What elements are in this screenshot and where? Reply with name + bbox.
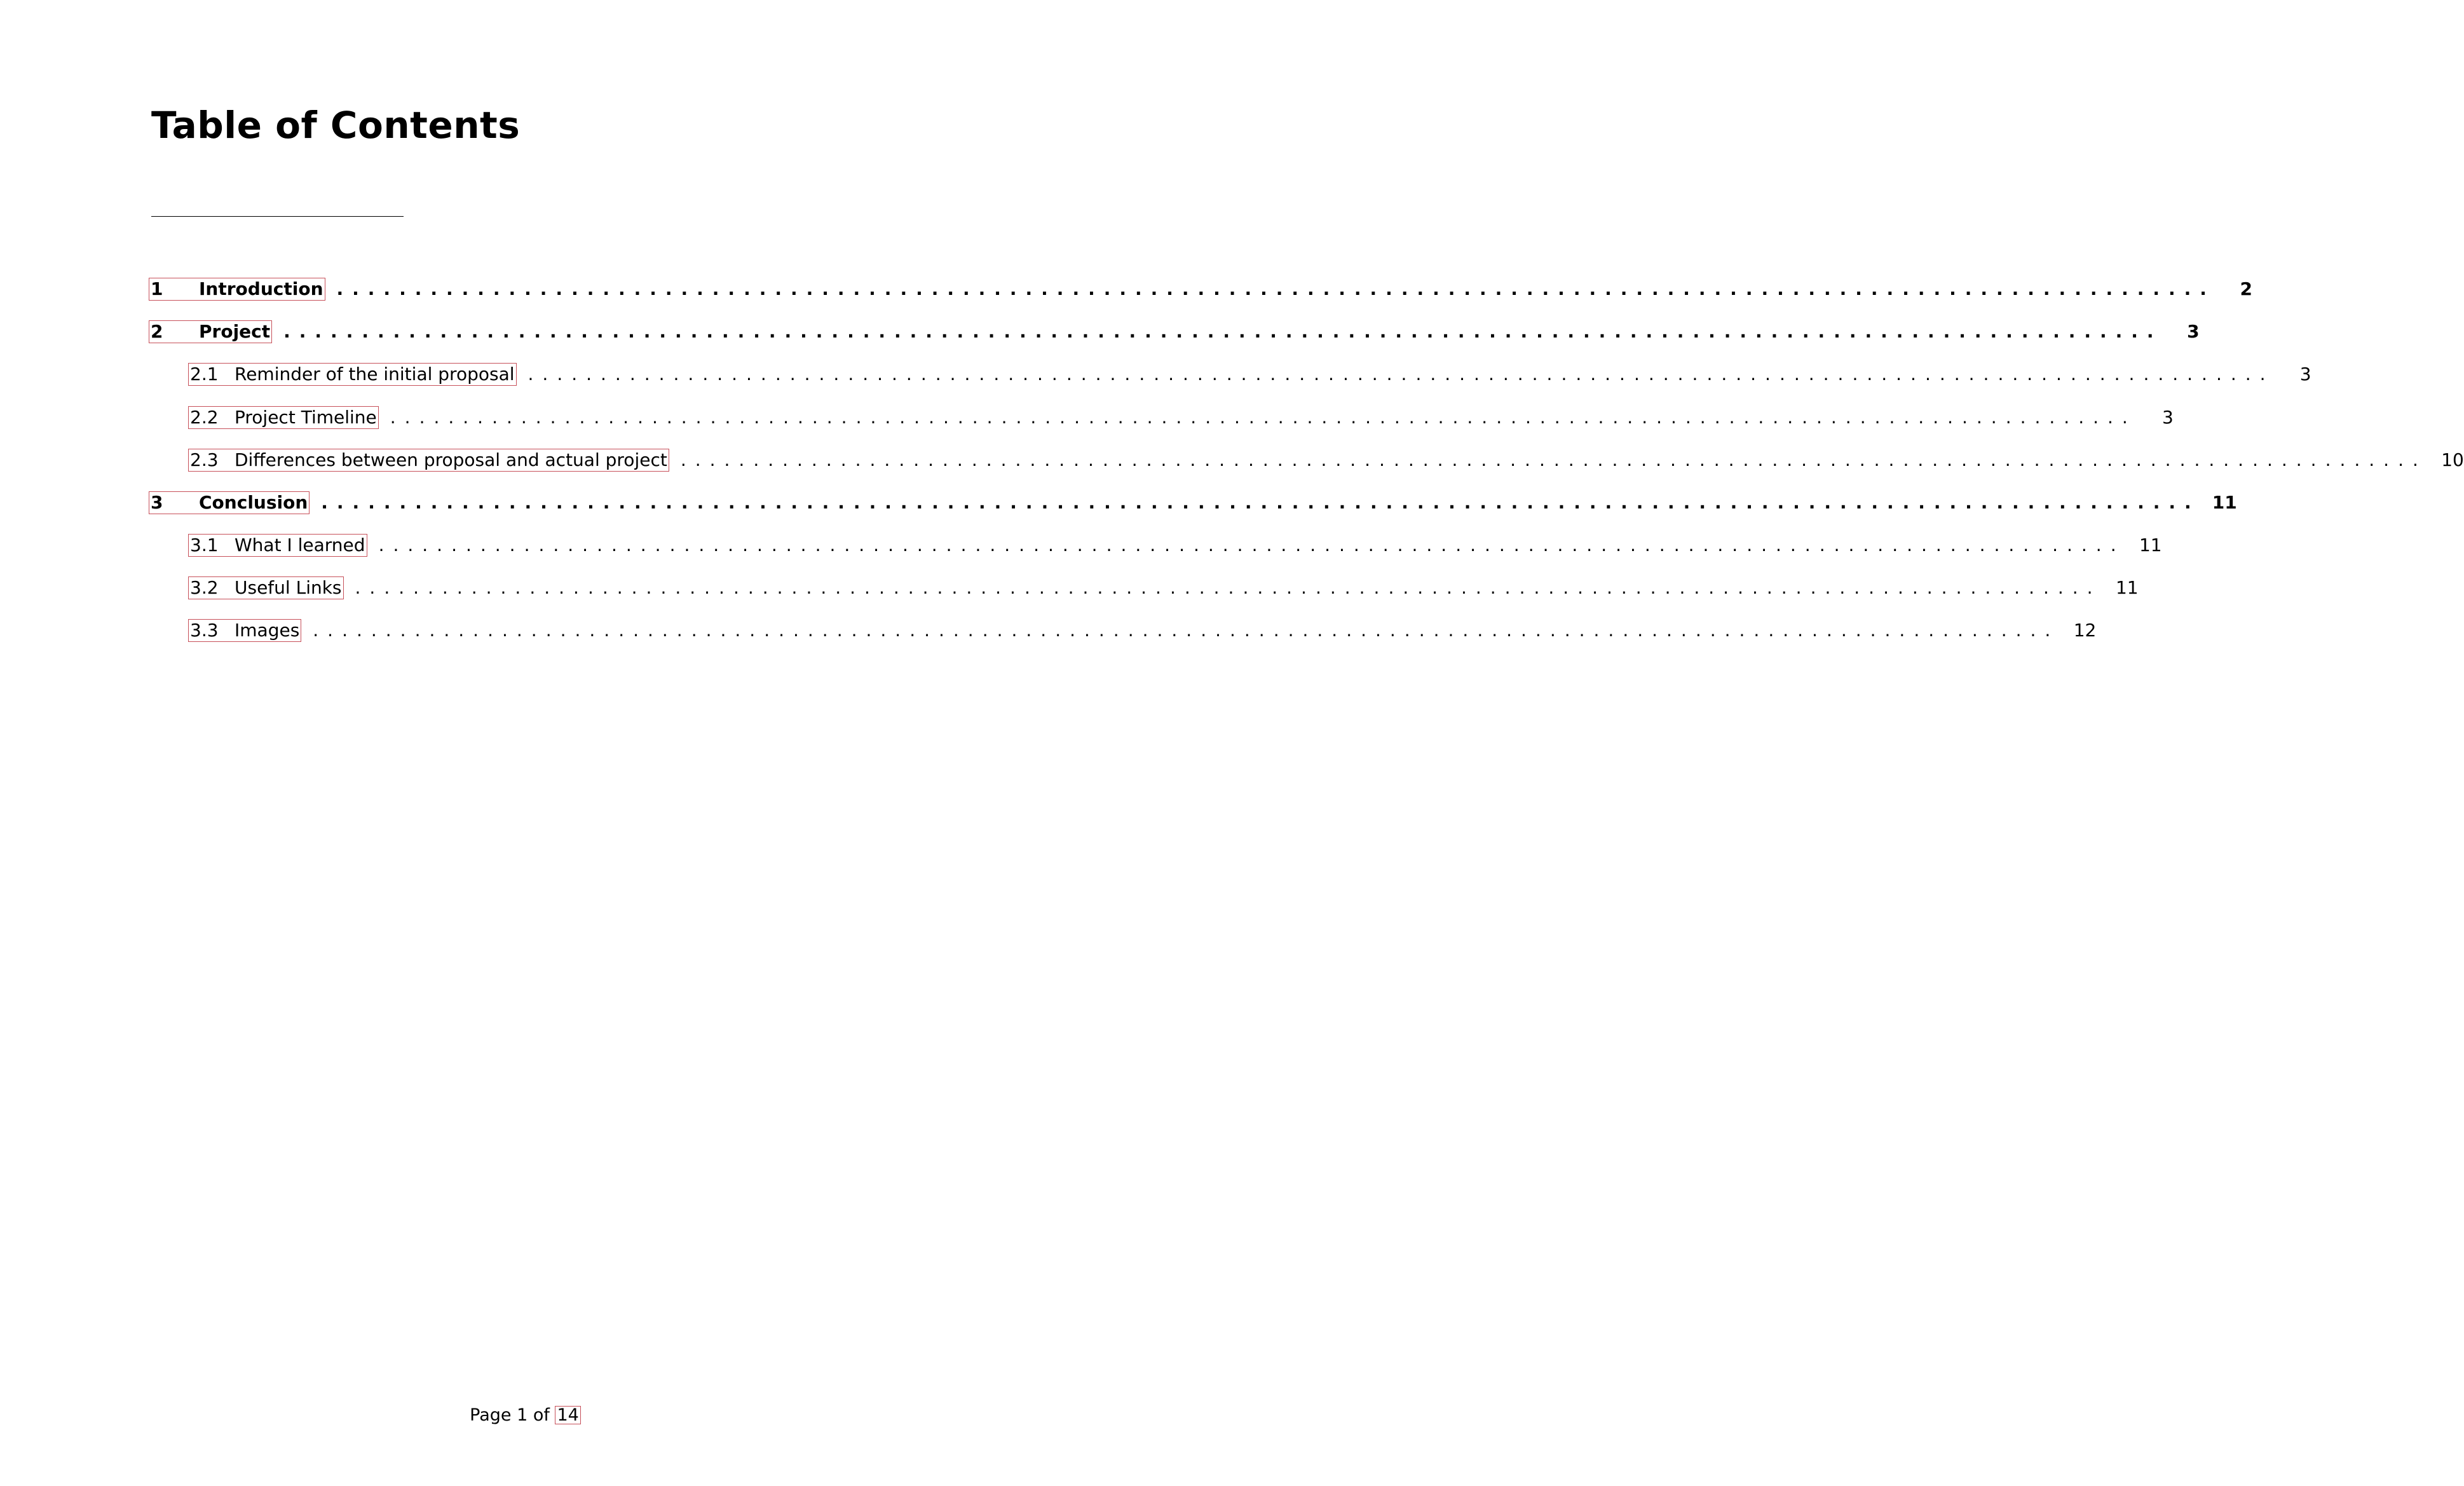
- toc-page-number: 3: [2299, 364, 2311, 385]
- toc-leader-dots: ........................................................................................................................: [390, 407, 2137, 428]
- toc-link-introduction[interactable]: [149, 278, 325, 301]
- toc-leader-dots: ........................................................................................................................: [283, 321, 2163, 342]
- toc-page-number: 11: [2115, 577, 2139, 598]
- toc-title: Images: [235, 620, 300, 641]
- toc-entry-conclusion: [149, 490, 2237, 515]
- toc-number: 1: [151, 278, 163, 299]
- toc-link-conclusion[interactable]: [149, 491, 310, 514]
- toc-title: Differences between proposal and actual project: [235, 449, 667, 470]
- toc-number: 3.3: [190, 620, 219, 641]
- toc-entry-introduction: [149, 276, 2252, 302]
- toc-title: Project: [199, 321, 271, 342]
- toc-number: 2.2: [190, 407, 219, 428]
- footer-page-label: Page 1 of: [470, 1405, 550, 1425]
- toc-title: Reminder of the initial proposal: [235, 364, 515, 385]
- toc-title: Conclusion: [199, 492, 308, 513]
- toc-leader-dots: ........................................................................................................................: [321, 492, 2200, 513]
- toc-entry-differences: [188, 447, 2464, 473]
- toc-page-number: 2: [2240, 278, 2252, 299]
- toc-number: 2.1: [190, 364, 219, 385]
- toc-title: Useful Links: [235, 577, 342, 598]
- toc-link-images[interactable]: [188, 619, 301, 642]
- toc-title: Project Timeline: [235, 407, 377, 428]
- toc-entry-project: [149, 319, 2200, 344]
- toc-link-initial-proposal[interactable]: [188, 363, 517, 386]
- page-title: Table of Contents: [151, 104, 521, 147]
- page-footer: [0, 1406, 1051, 1424]
- toc-leader-dots: ........................................................................................................................: [680, 449, 2427, 470]
- toc-link-what-i-learned[interactable]: [188, 534, 367, 557]
- toc-leader-dots: ........................................................................................................................: [313, 620, 2060, 641]
- toc-number: 3.1: [190, 535, 219, 556]
- toc-page-number: 11: [2212, 492, 2237, 513]
- toc-entry-images: [188, 618, 2097, 643]
- toc-number: 3.2: [190, 577, 219, 598]
- toc-page-number: 12: [2073, 620, 2097, 641]
- toc-number: 3: [151, 492, 163, 513]
- toc-number: 2.3: [190, 449, 219, 470]
- toc-entry-initial-proposal: [188, 362, 2311, 387]
- toc-link-project-timeline[interactable]: [188, 406, 379, 429]
- toc-page-number: 3: [2161, 407, 2174, 428]
- toc-number: 2: [151, 321, 163, 342]
- toc-leader-dots: ........................................................................................................................: [336, 278, 2216, 299]
- toc-title: Introduction: [199, 278, 323, 299]
- toc-entry-project-timeline: [188, 405, 2174, 430]
- title-divider: [151, 216, 404, 217]
- toc-leader-dots: ........................................................................................................................: [528, 364, 2275, 385]
- toc-leader-dots: ........................................................................................................................: [378, 535, 2125, 556]
- toc-title: What I learned: [235, 535, 365, 556]
- toc-link-differences[interactable]: [188, 449, 669, 472]
- toc-page-number: 10: [2441, 449, 2464, 470]
- toc-page-number: 3: [2187, 321, 2200, 342]
- total-pages-link[interactable]: 14: [555, 1406, 580, 1424]
- toc-leader-dots: ........................................................................................................................: [355, 577, 2102, 598]
- toc-entry-what-i-learned: [188, 533, 2162, 558]
- toc-link-useful-links[interactable]: [188, 576, 344, 599]
- toc-page-number: 11: [2139, 535, 2162, 556]
- toc-entry-useful-links: [188, 575, 2139, 601]
- toc-link-project[interactable]: [149, 320, 272, 343]
